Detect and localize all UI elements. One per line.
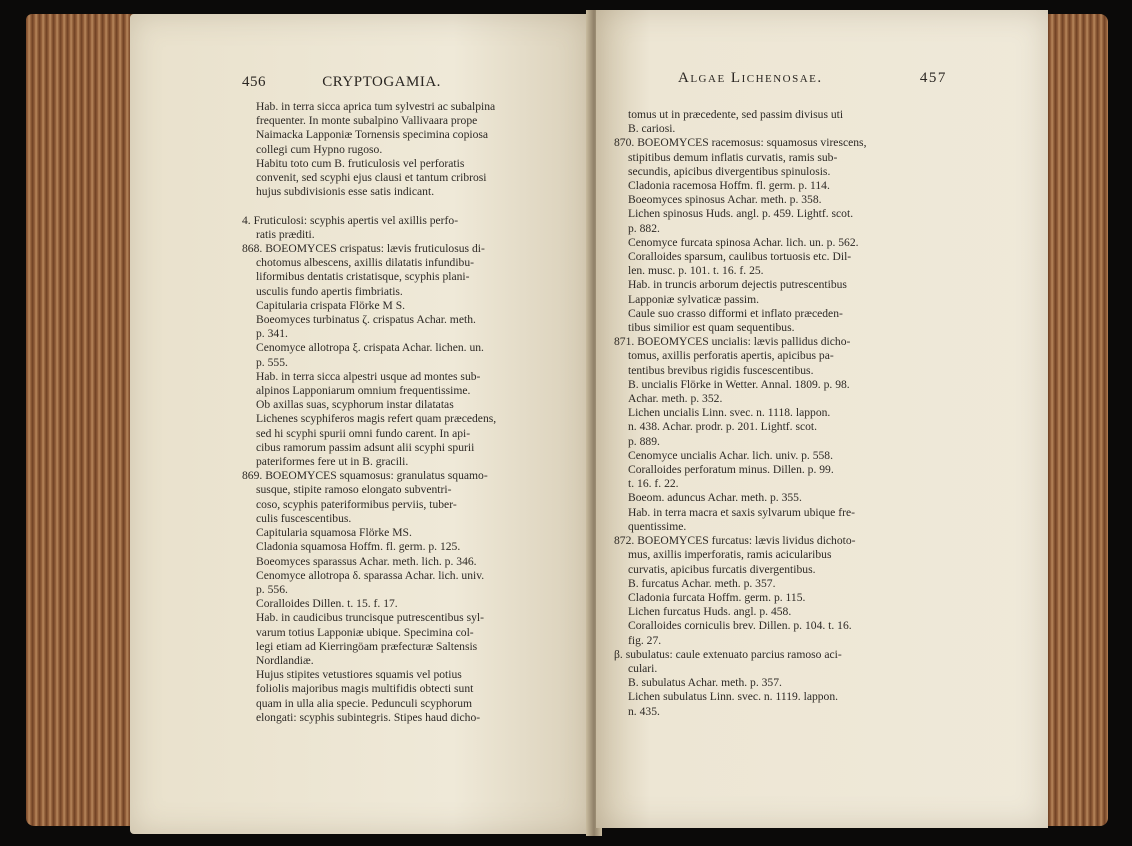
text-line: varum totius Lapponiæ ubique. Specimina col- xyxy=(256,625,474,639)
text-line: Coralloides corniculis brev. Dillen. p. 104. t. 16. xyxy=(628,619,852,633)
text-line: Caule suo crasso difformi et inflato præceden- xyxy=(628,306,843,320)
right-running-head: Algae Lichenosae. xyxy=(678,70,823,86)
left-page-text xyxy=(242,100,582,725)
text-line: chotomus albescens, axillis dilatatis infundibu- xyxy=(256,256,474,270)
text-line: susque, stipite ramoso elongato subventri- xyxy=(256,483,452,497)
text-line: Hab. in caudicibus truncisque putrescentibus syl- xyxy=(256,611,484,625)
text-line: culari. xyxy=(628,661,658,675)
text-line: convenit, sed scyphi ejus clausi et tantum cribrosi xyxy=(256,171,487,185)
text-line: secundis, apicibus divergentibus spinulosis. xyxy=(628,164,831,178)
text-line: tomus ut in præcedente, sed passim divisus uti xyxy=(628,108,844,121)
text-line: Hab. in terra sicca aprica tum sylvestri ac subalpina xyxy=(256,100,496,113)
text-line: Capitularia crispata Flörke M S. xyxy=(256,298,406,312)
text-line: 870. BOEOMYCES racemosus: squamosus virescens, xyxy=(614,136,867,150)
text-line: Lichen uncialis Linn. svec. n. 1118. lappon. xyxy=(628,406,831,420)
text-line: tomus, axillis perforatis apertis, apicibus pa- xyxy=(628,349,834,363)
text-line: Lichen spinosus Huds. angl. p. 459. Lightf. scot. xyxy=(628,207,854,221)
text-line: p. 889. xyxy=(628,434,660,448)
text-line: Hab. in truncis arborum dejectis putrescentibus xyxy=(628,278,847,292)
left-page-number: 456 xyxy=(242,74,266,90)
text-line: sed hi scyphi spurii omni fundo carent. In api- xyxy=(256,426,471,440)
text-line: Lichen subulatus Linn. svec. n. 1119. lappon. xyxy=(628,690,839,704)
text-line: tentibus brevibus rigidis fuscescentibus. xyxy=(628,363,814,377)
text-line: 871. BOEOMYCES uncialis: lævis pallidus dicho- xyxy=(614,335,851,349)
text-line: Lichenes scyphiferos magis refert quam præcedens, xyxy=(256,412,497,426)
text-line: Cladonia racemosa Hoffm. fl. germ. p. 114. xyxy=(628,179,830,193)
text-line: fig. 27. xyxy=(628,633,662,647)
text-line: Capitularia squamosa Flörke MS. xyxy=(256,526,412,540)
text-line: Coralloides Dillen. t. 15. f. 17. xyxy=(256,597,398,611)
text-line: p. 341. xyxy=(256,327,288,341)
text-line: pateriformes fere ut in B. gracili. xyxy=(256,455,409,469)
right-header xyxy=(678,70,947,87)
text-line: Boeomyces sparassus Achar. meth. lich. p. 346. xyxy=(256,554,477,568)
text-line: alpinos Lapponiarum omnium frequentissime. xyxy=(256,384,471,398)
text-line: quam in ulla alia specie. Pedunculi scyphorum xyxy=(256,696,473,710)
text-line: p. 556. xyxy=(256,582,288,596)
text-line: quentissime. xyxy=(628,519,687,533)
text-line: Cenomyce allotropa δ. sparassa Achar. lich. univ. xyxy=(256,568,485,582)
text-line: mus, axillis imperforatis, ramis acicularibus xyxy=(628,548,832,562)
text-line: hujus subdivisionis esse satis indicant. xyxy=(256,185,435,199)
text-line: B. furcatus Achar. meth. p. 357. xyxy=(628,576,776,590)
right-page-number: 457 xyxy=(919,70,947,86)
text-line: Lapponiæ sylvaticæ passim. xyxy=(628,292,760,306)
text-line: β. subulatus: caule extenuato parcius ramoso aci- xyxy=(614,647,842,661)
text-line: 868. BOEOMYCES crispatus: lævis fruticulosus di- xyxy=(242,242,485,256)
text-line: Hab. in terra macra et saxis sylvarum ubique fre- xyxy=(628,505,855,519)
text-line: culis fuscescentibus. xyxy=(256,511,352,525)
right-page-edges xyxy=(1042,14,1108,826)
text-line: Habitu toto cum B. fruticulosis vel perforatis xyxy=(256,156,465,170)
text-line: B. cariosi. xyxy=(628,122,676,136)
text-line: B. subulatus Achar. meth. p. 357. xyxy=(628,676,782,690)
text-line: Boeomyces spinosus Achar. meth. p. 358. xyxy=(628,193,822,207)
text-line: stipitibus demum inflatis curvatis, ramis sub- xyxy=(628,150,838,164)
text-line: collegi cum Hypno rugoso. xyxy=(256,142,383,156)
text-line: liformibus dentatis cristatisque, scyphis plani- xyxy=(256,270,470,284)
left-page-edges xyxy=(26,14,144,826)
text-line: t. 16. f. 22. xyxy=(628,477,679,491)
text-line: len. musc. p. 101. t. 16. f. 25. xyxy=(628,264,764,278)
text-line: Hujus stipites vetustiores squamis vel potius xyxy=(256,668,462,682)
text-line: curvatis, apicibus furcatis divergentibus. xyxy=(628,562,816,576)
text-line: ratis præditi. xyxy=(256,227,315,241)
text-line: Cenomyce uncialis Achar. lich. univ. p. 558. xyxy=(628,448,833,462)
text-line: Coralloides sparsum, caulibus tortuosis etc. Dil- xyxy=(628,250,852,264)
text-line: Cenomyce furcata spinosa Achar. lich. un. p. 562. xyxy=(628,235,859,249)
text-line: foliolis majoribus magis multifidis obtecti sunt xyxy=(256,682,474,696)
text-line: Lichen furcatus Huds. angl. p. 458. xyxy=(628,605,792,619)
text-line: Cladonia furcata Hoffm. germ. p. 115. xyxy=(628,590,806,604)
text-line: B. uncialis Flörke in Wetter. Annal. 1809. p. 98. xyxy=(628,377,850,391)
text-line: n. 438. Achar. prodr. p. 201. Lightf. scot. xyxy=(628,420,818,434)
text-line: usculis fundo apertis fimbriatis. xyxy=(256,284,403,298)
text-line: Boeomyces turbinatus ζ. crispatus Achar. meth. xyxy=(256,313,476,327)
text-line: p. 882. xyxy=(628,221,660,235)
text-line: n. 435. xyxy=(628,704,660,718)
text-line: Ob axillas suas, scyphorum instar dilatatas xyxy=(256,398,454,412)
text-line: elongati: scyphis subintegris. Stipes haud dicho- xyxy=(256,710,481,724)
left-header xyxy=(242,74,441,91)
text-line: Achar. meth. p. 352. xyxy=(628,392,723,406)
text-line: p. 555. xyxy=(256,355,288,369)
text-line: Cladonia squamosa Hoffm. fl. germ. p. 125. xyxy=(256,540,461,554)
text-line: 872. BOEOMYCES furcatus: lævis lividus dichoto- xyxy=(614,534,856,548)
text-line: legi etiam ad Kierringöam præfecturæ Saltensis xyxy=(256,639,478,653)
text-line: 869. BOEOMYCES squamosus: granulatus squamo- xyxy=(242,469,488,483)
text-line: frequenter. In monte subalpino Vallivaara prope xyxy=(256,114,478,128)
text-line: Naimacka Lapponiæ Tornensis specimina copiosa xyxy=(256,128,489,142)
text-line: 4. Fruticulosi: scyphis apertis vel axillis perfo- xyxy=(242,213,459,227)
text-line: Nordlandiæ. xyxy=(256,653,314,667)
text-line: Boeom. aduncus Achar. meth. p. 355. xyxy=(628,491,802,505)
text-line xyxy=(242,199,582,213)
text-line: Coralloides perforatum minus. Dillen. p. 99. xyxy=(628,463,834,477)
right-page xyxy=(596,10,1048,828)
text-line: Hab. in terra sicca alpestri usque ad montes sub- xyxy=(256,369,481,383)
text-line: cibus ramorum passim adsunt alii scyphi spurii xyxy=(256,440,475,454)
text-line: coso, scyphis pateriformibus perviis, tuber- xyxy=(256,497,457,511)
left-page xyxy=(130,14,592,834)
left-running-head: CRYPTOGAMIA. xyxy=(322,74,441,90)
right-page-text xyxy=(614,108,966,719)
text-line: Cenomyce allotropa ξ. crispata Achar. lichen. un. xyxy=(256,341,484,355)
text-line: tibus similior est quam sequentibus. xyxy=(628,321,795,335)
